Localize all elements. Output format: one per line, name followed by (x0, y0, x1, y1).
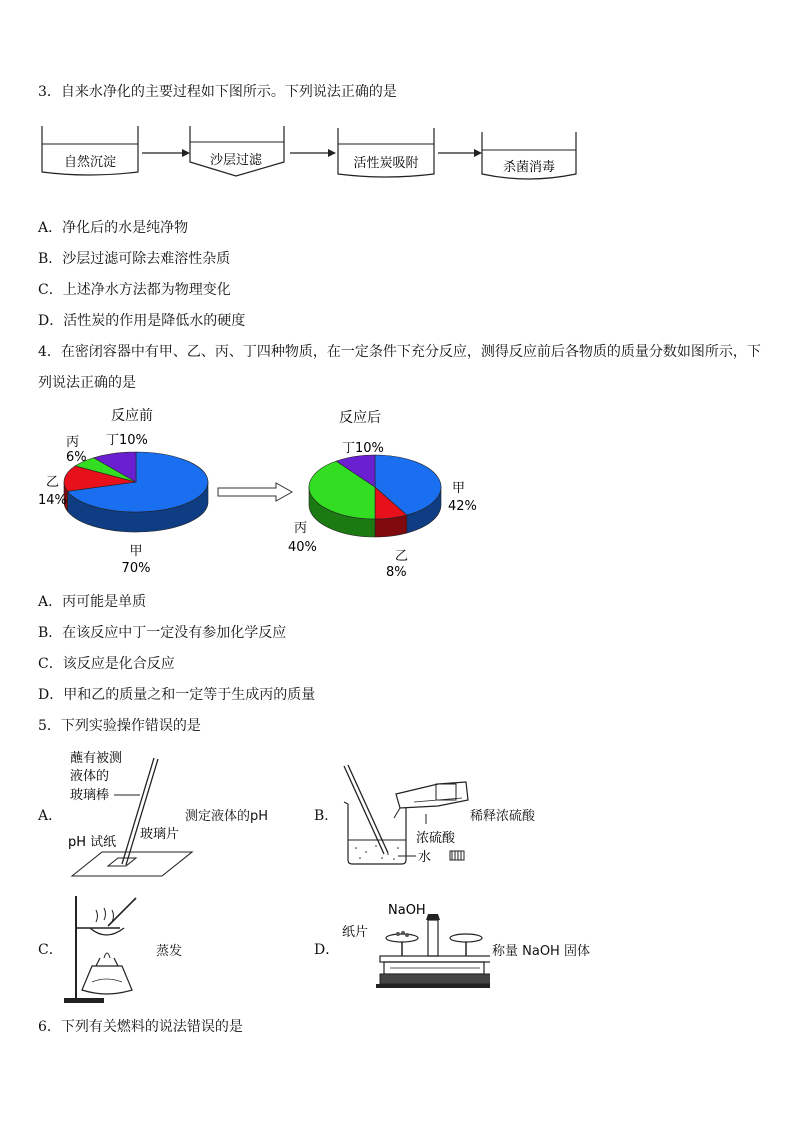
q5-option-c-letter: C． (38, 942, 63, 958)
q5-d-label-paper: 纸片 (342, 925, 369, 940)
q5-stem: 5．下列实验操作错误的是 (38, 718, 201, 734)
flow-step-4: 杀菌消毒 (502, 160, 556, 175)
pie-after-label-ding: 丁10% (342, 441, 384, 456)
q4-option-c: C．该反应是化合反应 (38, 656, 175, 672)
flow-step-2: 沙层过滤 (209, 153, 263, 168)
pie-before-label-bing-name: 丙 (66, 435, 80, 450)
pie-before-label-ding: 丁10% (106, 433, 148, 448)
q5-a-caption: 测定液体的pH (185, 809, 269, 824)
q5-c-caption: 蒸发 (156, 944, 183, 959)
q4-option-b: B．在该反应中丁一定没有参加化学反应 (38, 625, 287, 641)
q5-b-dilution-figure (338, 760, 478, 872)
q5-d-caption: 称量 NaOH 固体 (492, 944, 590, 959)
q5-b-label-water: 水 (418, 850, 432, 865)
pie-after-label-bing-value: 40% (288, 540, 317, 555)
q5-option-a-letter: A． (38, 808, 63, 824)
q5-a-label-ph-paper: pH 试纸 (68, 835, 117, 850)
flow-step-3: 活性炭吸附 (353, 156, 419, 171)
pie-after-title: 反应后 (339, 410, 381, 426)
q5-c-evaporation-figure (62, 892, 152, 1008)
q5-d-label-naoh: NaOH (388, 903, 426, 918)
q5-a-label-liquid: 液体的 (70, 769, 110, 784)
q3-purification-flowchart (38, 120, 588, 190)
q5-a-label-glass-plate: 玻璃片 (140, 827, 180, 842)
acid-bottle (396, 782, 468, 808)
q6-stem: 6．下列有关燃料的说法错误的是 (38, 1019, 243, 1035)
q4-option-d: D．甲和乙的质量之和一定等于生成丙的质量 (38, 687, 316, 703)
pie-before-label-yi-value: 14% (38, 493, 67, 508)
pie-before-label-jia-name: 甲 (129, 544, 143, 559)
q3-option-d: D．活性炭的作用是降低水的硬度 (38, 313, 246, 329)
q4-stem-line1: 4．在密闭容器中有甲、乙、丙、丁四种物质，在一定条件下充分反应，测得反应前后各物质的质量分数如图所示，下 (38, 344, 761, 360)
pie-before-label-jia-value: 70% (121, 561, 151, 576)
q4-stem-line2: 列说法正确的是 (38, 375, 136, 391)
q3-option-a: A．净化后的水是纯净物 (38, 220, 189, 236)
pie-after-label-yi-name: 乙 (395, 549, 409, 564)
pie-before-label-bing-value: 6% (66, 450, 87, 465)
pie-after-label-jia-name: 甲 (452, 481, 466, 496)
q4-pie-charts (30, 400, 500, 585)
flow-step-1: 自然沉淀 (63, 155, 117, 170)
q5-a-label-dip: 蘸有被测 (70, 751, 123, 766)
pie-after-label-jia-value: 42% (448, 499, 477, 514)
q3-option-b: B．沙层过滤可除去难溶性杂质 (38, 251, 231, 267)
evaporating-dish (90, 928, 124, 935)
q5-a-ph-test-figure (66, 748, 196, 884)
glass-plate (72, 852, 192, 876)
pie-1-group (309, 455, 441, 537)
q5-option-d-letter: D． (314, 942, 340, 958)
pie-before-title: 反应前 (111, 408, 153, 424)
pie-transition-arrow (218, 483, 292, 501)
q3-stem: 3．自来水净化的主要过程如下图所示。下列说法正确的是 (38, 84, 397, 100)
q3-option-c: C．上述净水方法都为物理变化 (38, 282, 231, 298)
q5-a-label-rod: 玻璃棒 (70, 788, 110, 803)
alcohol-lamp (82, 966, 132, 994)
q5-d-balance-figure (340, 898, 490, 998)
pie-after-label-yi-value: 8% (386, 565, 407, 580)
q4-option-a: A．丙可能是单质 (38, 594, 147, 610)
q5-option-b-letter: B． (314, 808, 339, 824)
pie-after-label-bing-name: 丙 (294, 521, 308, 536)
q5-b-label-acid: 浓硫酸 (416, 831, 456, 846)
q5-b-caption: 稀释浓硫酸 (470, 809, 536, 824)
pie-before-label-yi-name: 乙 (46, 475, 60, 490)
